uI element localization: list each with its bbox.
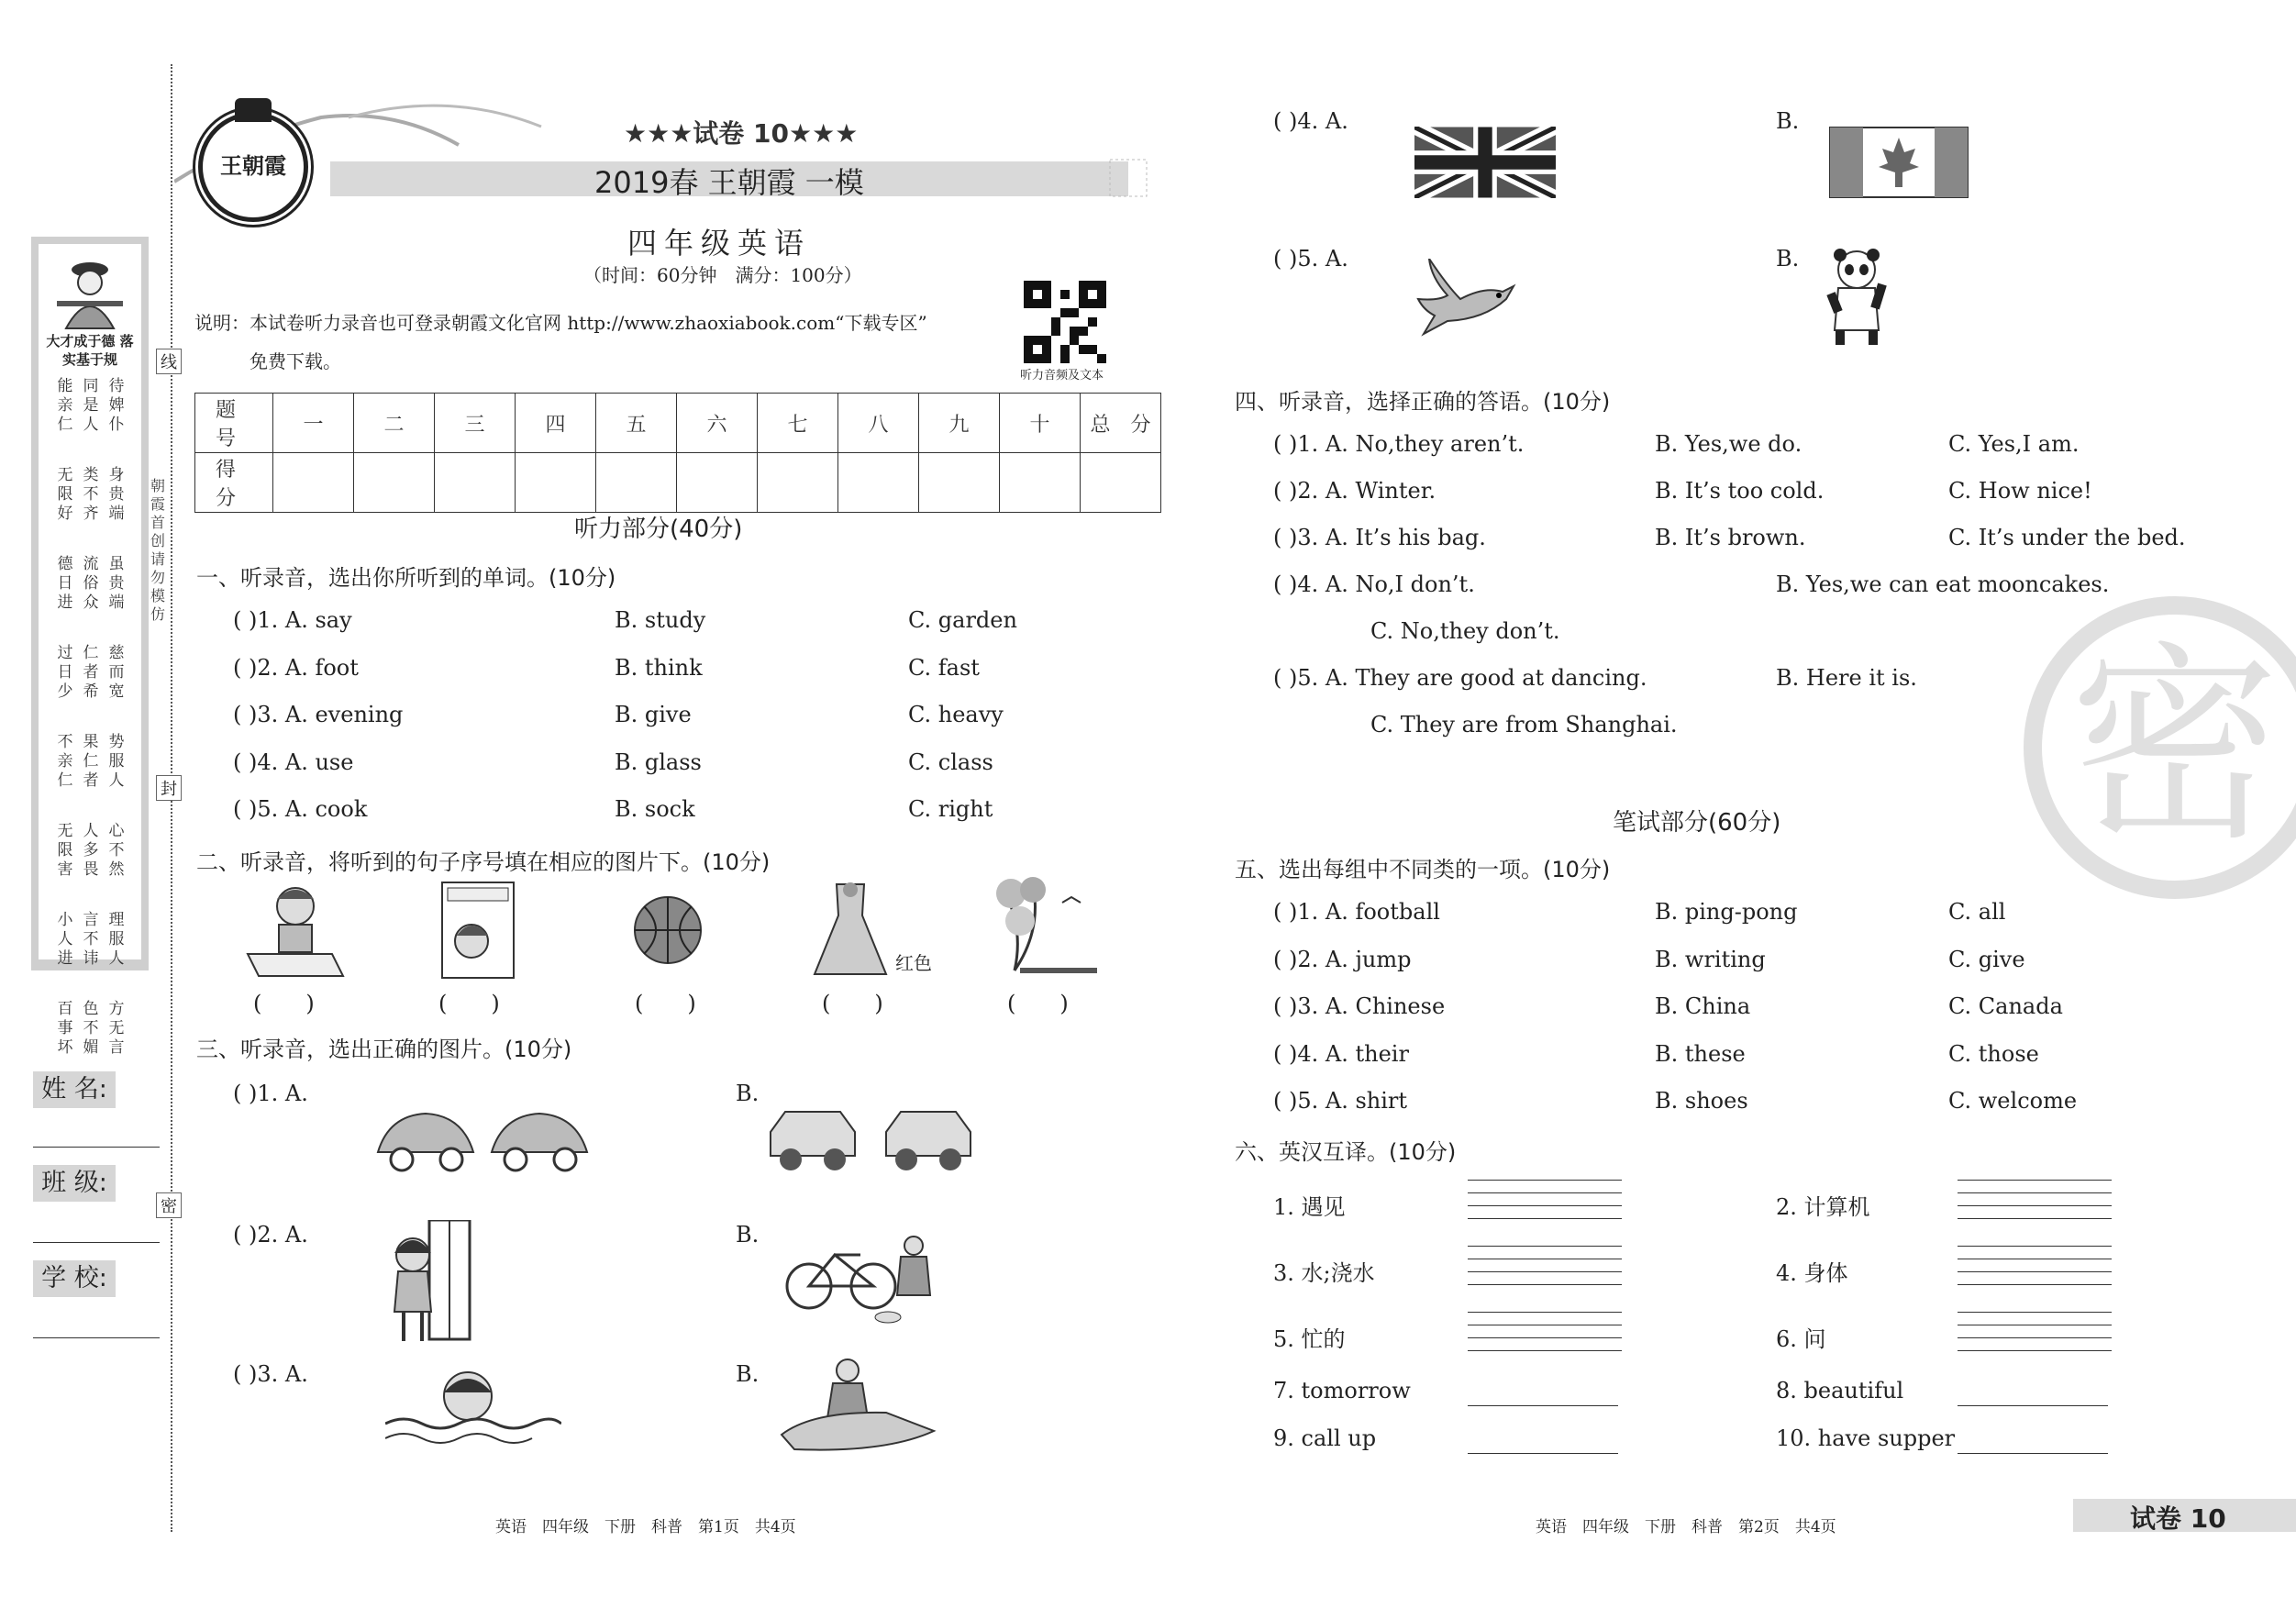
question-4-option-b[interactable]: B. glass: [615, 749, 702, 775]
class-field[interactable]: [33, 1242, 160, 1243]
section-2-heading: 二、听录音，将听到的句子序号填在相应的图片下。(10分): [196, 849, 771, 875]
motto-column: 仁者希: [83, 644, 99, 701]
question-1-option-b[interactable]: B. study: [615, 607, 706, 633]
motto-strip: [31, 237, 149, 1057]
motto-column: 不亲仁: [57, 733, 73, 790]
motto-column: 言不讳: [83, 911, 99, 968]
translation-item-2: 2. 计算机: [1776, 1194, 1870, 1220]
score-input-cell[interactable]: [1081, 453, 1161, 513]
translation-writing-line[interactable]: [1958, 1180, 2112, 1181]
question-4-option-b[interactable]: B. these: [1655, 1040, 1746, 1067]
motto-column: 身贵端: [108, 466, 125, 523]
score-input-cell[interactable]: [435, 453, 516, 513]
motto-column: 类不齐: [83, 466, 99, 523]
translation-item-9: 9. call up: [1273, 1425, 1377, 1451]
question-4-option-a[interactable]: ( )4. A. No,I don’t.: [1273, 571, 1475, 597]
translation-answer-line[interactable]: [1468, 1405, 1618, 1406]
motto-column: 流俗众: [83, 555, 99, 612]
translation-writing-line[interactable]: [1958, 1312, 2112, 1313]
translation-item-6: 6. 问: [1776, 1326, 1826, 1352]
bird-picture: [1411, 259, 1517, 338]
canada-flag-picture: [1829, 127, 1969, 198]
score-table-row-label: 得 分: [195, 453, 273, 513]
translation-answer-line[interactable]: [1468, 1453, 1618, 1454]
translation-writing-line[interactable]: [1468, 1205, 1622, 1206]
score-table-header-cell: 二: [354, 394, 435, 453]
school-field[interactable]: [33, 1337, 160, 1338]
motto-column: 心不然: [108, 822, 125, 879]
class-label: 班 级:: [33, 1165, 116, 1202]
score-table-header-cell: 题 号: [195, 394, 273, 453]
question-2-option-a[interactable]: ( )2. A.: [233, 1222, 308, 1248]
question-5-option-b[interactable]: B. shoes: [1655, 1088, 1748, 1114]
question-2-option-c[interactable]: C. fast: [908, 654, 980, 681]
question-2-option-a[interactable]: ( )2. A. jump: [1273, 946, 1412, 972]
tree-birds-picture: [987, 875, 1099, 978]
translation-writing-line[interactable]: [1468, 1246, 1622, 1247]
qr-code-icon[interactable]: [1024, 281, 1106, 363]
translation-writing-line[interactable]: [1958, 1218, 2112, 1219]
binding-mark-mi: 密: [156, 1192, 182, 1218]
school-label: 学 校:: [33, 1260, 116, 1297]
question-5-option-a[interactable]: ( )5. A. shirt: [1273, 1088, 1408, 1114]
motto-column: 百事坏: [57, 1000, 73, 1057]
translation-writing-line[interactable]: [1468, 1271, 1622, 1272]
score-table-header-cell: 六: [677, 394, 758, 453]
question-3-option-b[interactable]: B. give: [615, 702, 692, 727]
boy-at-board-picture: [438, 879, 517, 981]
translation-writing-line[interactable]: [1958, 1350, 2112, 1351]
qr-caption: 听力音频及文本: [1020, 369, 1104, 383]
watermark-char: 密: [2069, 625, 2280, 870]
score-input-cell[interactable]: [596, 453, 677, 513]
question-4-option-a[interactable]: ( )4. A. their: [1273, 1040, 1409, 1067]
score-table-header-cell: 四: [516, 394, 596, 453]
score-input-cell[interactable]: [919, 453, 1000, 513]
boy-drawing-picture: [240, 881, 350, 980]
picture-answer-blank[interactable]: ( ): [253, 991, 315, 1016]
note-line-2: 免费下载。: [250, 350, 341, 372]
section-4-heading: 四、听录音，选择正确的答语。(10分): [1235, 389, 1611, 415]
red-dress-picture: [809, 879, 892, 978]
panda-picture: [1825, 248, 1888, 349]
translation-writing-line[interactable]: [1468, 1312, 1622, 1313]
question-3-option-c[interactable]: C. Canada: [1948, 993, 2063, 1019]
motto-column: 势服人: [108, 733, 125, 790]
question-5-option-b[interactable]: B. Here it is.: [1776, 665, 1917, 691]
translation-writing-line[interactable]: [1958, 1271, 2112, 1272]
question-5-option-b[interactable]: B.: [1776, 246, 1800, 272]
translation-answer-line[interactable]: [1958, 1405, 2108, 1406]
score-table: [194, 393, 1161, 513]
section-6-heading: 六、英汉互译。(10分): [1235, 1139, 1457, 1165]
footer-right: 英语 四年级 下册 科普 第2页 共4页: [1536, 1518, 1836, 1536]
footer-left: 英语 四年级 下册 科普 第1页 共4页: [495, 1518, 796, 1536]
question-3-option-c[interactable]: C. heavy: [908, 702, 1004, 727]
question-2-option-a[interactable]: ( )2. A. foot: [233, 654, 359, 681]
score-table-header-cell: 八: [838, 394, 919, 453]
translation-item-4: 4. 身体: [1776, 1260, 1848, 1286]
motto-column: 色不媚: [83, 1000, 99, 1057]
motto-column: 理服人: [108, 911, 125, 968]
translation-writing-line[interactable]: [1468, 1350, 1622, 1351]
question-2-option-c[interactable]: C. give: [1948, 946, 2025, 972]
cartoon-cars-picture: [371, 1097, 600, 1180]
motto-column: 虽贵端: [108, 555, 125, 612]
time-info: （时间：60分钟 满分：100分）: [583, 264, 862, 286]
score-input-cell[interactable]: [677, 453, 758, 513]
translation-writing-line[interactable]: [1468, 1284, 1622, 1285]
question-1-option-a[interactable]: ( )1. A. football: [1273, 899, 1440, 925]
question-4-option-b[interactable]: B. Yes,we can eat mooncakes.: [1776, 571, 2110, 597]
score-input-cell[interactable]: [838, 453, 919, 513]
picture-answer-blank[interactable]: ( ): [635, 991, 696, 1016]
question-4-option-c[interactable]: C. class: [908, 749, 993, 775]
question-1-option-a[interactable]: ( )1. A. say: [233, 607, 352, 633]
motto-column: 小人进: [57, 911, 73, 968]
motto-column: 无限害: [57, 822, 73, 879]
motto-column: 同是人: [83, 377, 99, 434]
question-5-option-a[interactable]: ( )5. A.: [1273, 246, 1348, 272]
dress-color-label: 红色: [895, 952, 932, 974]
motto-column: 方无言: [108, 1000, 125, 1057]
motto-column: 德日进: [57, 555, 73, 612]
question-5-option-c[interactable]: C. They are from Shanghai.: [1370, 712, 1678, 738]
section-1-heading: 一、听录音，选出你所听到的单词。(10分): [196, 565, 616, 591]
score-table-header-cell: 总 分: [1081, 394, 1161, 453]
score-input-cell[interactable]: [1000, 453, 1081, 513]
logo-crown-icon: [235, 98, 272, 122]
logo-text: 王朝霞: [220, 152, 286, 179]
translation-item-3: 3. 水;浇水: [1273, 1260, 1375, 1286]
translation-writing-line[interactable]: [1958, 1246, 2112, 1247]
motto-column: 果仁者: [83, 733, 99, 790]
question-3-option-a[interactable]: ( )3. A. Chinese: [1273, 993, 1446, 1019]
translation-item-8: 8. beautiful: [1776, 1378, 1904, 1403]
score-table-header-cell: 三: [435, 394, 516, 453]
name-field[interactable]: [33, 1147, 160, 1148]
score-input-cell[interactable]: [516, 453, 596, 513]
motto-column: 慈而宽: [108, 644, 125, 701]
binding-mark-xian: 线: [156, 349, 182, 374]
motto-text: 大才成于德 落实基于规: [46, 333, 134, 368]
question-4-option-b[interactable]: B.: [1776, 108, 1800, 134]
translation-item-10: 10. have supper: [1776, 1425, 1956, 1451]
question-2-option-a[interactable]: ( )2. A. Winter.: [1273, 478, 1436, 504]
question-1-option-b[interactable]: B. ping-pong: [1655, 899, 1798, 925]
question-3-option-a[interactable]: ( )3. A.: [233, 1361, 308, 1387]
question-5-option-c[interactable]: C. welcome: [1948, 1088, 2078, 1114]
fixing-bike-picture: [785, 1229, 941, 1325]
translation-writing-line[interactable]: [1468, 1180, 1622, 1181]
listening-title: 听力部分(40分): [574, 516, 743, 543]
basketball-picture: [631, 893, 704, 967]
section-3-heading: 三、听录音，选出正确的图片。(10分): [196, 1037, 572, 1062]
question-3-option-b[interactable]: B. It’s brown.: [1655, 525, 1806, 550]
motto-column: 人多畏: [83, 822, 99, 879]
score-table-header-cell: 五: [596, 394, 677, 453]
translation-item-1: 1. 遇见: [1273, 1194, 1346, 1220]
binding-mark-warning: 朝霞首创 请勿模仿: [150, 477, 166, 623]
score-table-header-cell: 七: [758, 394, 838, 453]
score-table-header-cell: 一: [273, 394, 354, 453]
picture-answer-blank[interactable]: ( ): [438, 991, 500, 1016]
question-1-option-a[interactable]: ( )1. A.: [233, 1081, 308, 1106]
question-5-option-a[interactable]: ( )5. A. They are good at dancing.: [1273, 665, 1647, 691]
question-5-option-c[interactable]: C. right: [908, 796, 993, 822]
score-table-header-cell: 九: [919, 394, 1000, 453]
question-4-option-c[interactable]: C. those: [1948, 1040, 2039, 1067]
translation-writing-line[interactable]: [1958, 1192, 2112, 1193]
question-2-option-b[interactable]: B. think: [615, 654, 703, 681]
question-1-option-c[interactable]: C. Yes,I am.: [1948, 431, 2080, 457]
question-2-option-c[interactable]: C. How nice!: [1948, 478, 2092, 504]
motto-column: 过日少: [57, 644, 73, 701]
brand-logo: [198, 112, 308, 222]
question-1-option-a[interactable]: ( )1. A. No,they aren’t.: [1273, 431, 1525, 457]
question-4-option-a[interactable]: ( )4. A.: [1273, 108, 1348, 134]
question-1-option-b[interactable]: B. Yes,we do.: [1655, 431, 1802, 457]
jet-ski-picture: [776, 1354, 941, 1457]
footer-badge: 试卷 10: [2130, 1503, 2226, 1534]
translation-writing-line[interactable]: [1958, 1284, 2112, 1285]
score-input-cell[interactable]: [354, 453, 435, 513]
question-4-option-c[interactable]: C. No,they don’t.: [1370, 618, 1560, 644]
translation-writing-line[interactable]: [1958, 1205, 2112, 1206]
motto-column: 待婢仆: [108, 377, 125, 434]
section-5-heading: 五、选出每组中不同类的一项。(10分): [1235, 857, 1611, 882]
picture-answer-blank[interactable]: ( ): [1007, 991, 1069, 1016]
motto-column: 无限好: [57, 466, 73, 523]
girl-cleaning-window-picture: [382, 1220, 473, 1348]
question-3-option-b[interactable]: B. China: [1655, 993, 1751, 1019]
question-3-option-b[interactable]: B.: [736, 1361, 760, 1387]
question-3-option-c[interactable]: C. It’s under the bed.: [1948, 525, 2186, 550]
note-line-1: 说明：本试卷听力录音也可登录朝霞文化官网 http://www.zhaoxiabook.com“下载专区”: [194, 312, 927, 334]
question-2-option-b[interactable]: B. It’s too cold.: [1655, 478, 1825, 504]
writing-title: 笔试部分(60分): [1613, 809, 1781, 837]
boy-swimming-picture: [385, 1365, 561, 1447]
question-1-option-b[interactable]: B.: [736, 1081, 760, 1106]
exam-badge: ★★★试卷 10★★★: [624, 118, 859, 149]
binding-mark-feng: 封: [156, 775, 182, 801]
score-table-header-cell: 十: [1000, 394, 1081, 453]
translation-answer-line[interactable]: [1958, 1453, 2108, 1454]
name-label: 姓 名:: [33, 1071, 116, 1108]
secret-watermark-icon: [2024, 596, 2296, 899]
picture-answer-blank[interactable]: ( ): [822, 991, 883, 1016]
jeeps-picture: [767, 1104, 987, 1174]
motto-column: 能亲仁: [57, 377, 73, 434]
question-5-option-b[interactable]: B. sock: [615, 796, 695, 822]
translation-item-7: 7. tomorrow: [1273, 1378, 1411, 1403]
translation-writing-line[interactable]: [1468, 1337, 1622, 1338]
translation-writing-line[interactable]: [1468, 1192, 1622, 1193]
question-4-option-a[interactable]: ( )4. A. use: [233, 749, 354, 775]
score-input-cell[interactable]: [758, 453, 838, 513]
question-2-option-b[interactable]: B. writing: [1655, 946, 1766, 972]
translation-writing-line[interactable]: [1468, 1218, 1622, 1219]
brand-title: 2019春 王朝霞 一模: [594, 165, 864, 200]
scholar-figure-icon: [39, 248, 141, 330]
question-2-option-b[interactable]: B.: [736, 1222, 760, 1248]
question-3-option-a[interactable]: ( )3. A. evening: [233, 702, 404, 727]
translation-writing-line[interactable]: [1958, 1337, 2112, 1338]
uk-flag-picture: [1414, 127, 1556, 198]
question-1-option-c[interactable]: C. all: [1948, 899, 2006, 925]
translation-item-5: 5. 忙的: [1273, 1326, 1346, 1352]
question-5-option-a[interactable]: ( )5. A. cook: [233, 796, 368, 822]
question-1-option-c[interactable]: C. garden: [908, 607, 1017, 633]
subject-title: 四年级英语: [627, 226, 812, 261]
question-3-option-a[interactable]: ( )3. A. It’s his bag.: [1273, 525, 1486, 550]
